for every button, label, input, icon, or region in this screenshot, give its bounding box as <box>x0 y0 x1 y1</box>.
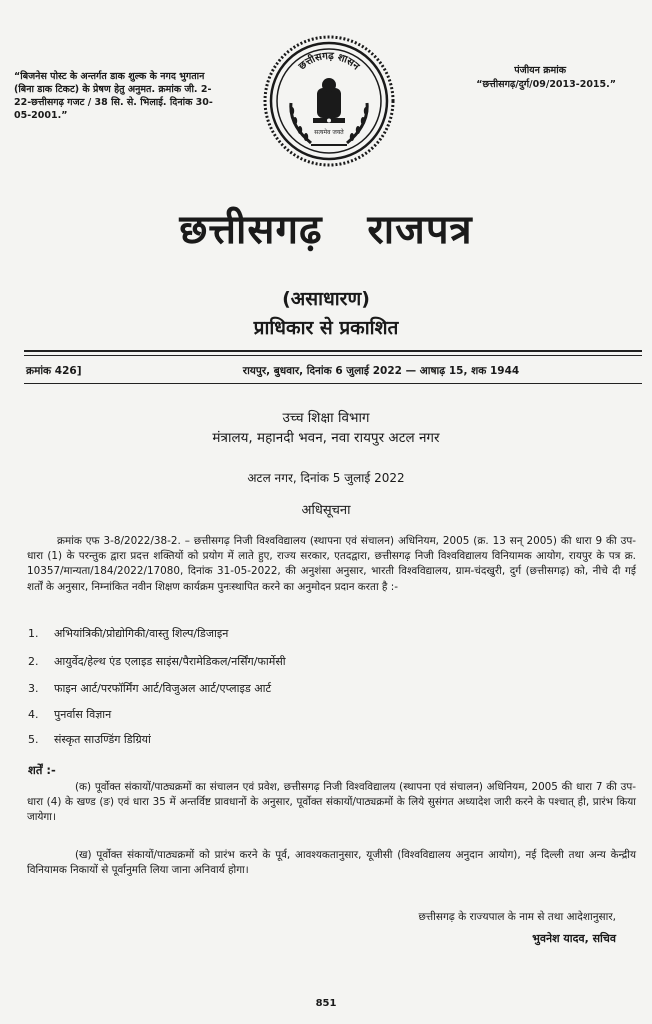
department-name: उच्च शिक्षा विभाग <box>282 410 370 426</box>
page-number: 851 <box>315 998 337 1009</box>
notification-paragraph: क्रमांक एफ 3-8/2022/38-2. – छत्तीसगढ़ निजी विश्वविद्यालय (स्थापना एवं संचालन) अधिनियम, 2005 (क्र. 13 सन् 2005) की धारा 9 की उप-धारा (1) के परन्तुक द्वारा प्रदत्त शक्तियों को प्रयोग में लाते हुए, राज्य सरकार, एतदद्वारा, छत्तीसगढ़ निजी विश्वविद्यालय विनियामक आयोग, रायपुर के पत्र क्र. 10357/मान्यता/184/2022/17080, दिनांक 31-05-2022, की अनुशंसा अनुसार, भारती विश्वविद्यालय, ग्राम-चंदखुरी, दुर्ग (छत्तीसगढ़) को, नीचे दी गई शर्तों के अनुसार, निम्नांकित नवीन शिक्षण कार्यक्रम पुनःस्थापित करने का अनुमोदन प्रदान करता है :- <box>27 535 636 593</box>
list-item <box>28 654 528 669</box>
list-item <box>28 707 528 722</box>
list-item-text: अभियांत्रिकी/प्रोद्योगिकी/वास्तु शिल्प/डिजाइन <box>54 627 229 640</box>
place-date: अटल नगर, दिनांक 5 जुलाई 2022 <box>247 471 405 485</box>
registration-label: पंजीयन क्रमांक <box>514 65 566 76</box>
condition-2: (ख) पूर्वोक्त संकायों/पाठ्यक्रमों को प्रारंभ करने के पूर्व, आवश्यकतानुसार, यूजीसी (विश्वविद्यालय अनुदान आयोग), नई दिल्ली तथा अन्य केन्द्रीय विनियामक निकायों से पूर्वानुमति लिया जाना अनिवार्य होगा। <box>27 849 636 877</box>
gazette-title: छत्तीसगढ़ राजपत्र <box>179 207 473 253</box>
divider <box>24 350 642 352</box>
state-emblem-icon <box>261 33 397 169</box>
list-item-text: आयुर्वेद/हेल्थ एंड एलाइड साइंस/पैरामेडिकल/नर्सिंग/फार्मेसी <box>54 655 286 668</box>
list-item <box>28 681 528 696</box>
list-item-text: पुनर्वास विज्ञान <box>54 708 112 721</box>
list-item-number: 4. <box>28 708 39 721</box>
list-item <box>28 732 528 747</box>
department-block <box>0 408 652 448</box>
list-item-text: संस्कृत साउण्डिंग डिग्रियां <box>54 733 151 746</box>
registration-number: “छत्तीसगढ़/दुर्ग/09/2013-2015.” <box>476 79 616 90</box>
list-item-number: 1. <box>28 627 39 640</box>
list-item-text: फाइन आर्ट/परफॉर्मिंग आर्ट/विजुअल आर्ट/एप्लाइड आर्ट <box>54 682 272 695</box>
issue-date-line: रायपुर, बुधवार, दिनांक 6 जुलाई 2022 — आषाढ़ 15, शक 1944 <box>242 365 520 377</box>
condition-1: (क) पूर्वोक्त संकायों/पाठ्यक्रमों का संचालन एवं प्रवेश, छत्तीसगढ़ निजी विश्वविद्यालय (स्थापना एवं संचालन) अधिनियम, 2005 की धारा 7 की उप-धारा (4) के खण्ड (ङ) एवं धारा 35 में अन्तर्विष्ट प्रावधानों के अनुसार, पूर्वोक्त संकायों/पाठ्यक्रमों के लिये सुसंगत अध्यादेश जारी करने के पश्चात् ही, प्रारंभ किया जायेगा। <box>27 781 636 824</box>
signature-authority-line: छत्तीसगढ़ के राज्यपाल के नाम से तथा आदेशानुसार, <box>418 911 616 923</box>
issue-number: क्रमांक 426] <box>26 365 82 377</box>
conditions-label: शर्तें :- <box>28 763 56 777</box>
notification-heading: अधिसूचना <box>301 503 351 518</box>
emblem-text: छत्तीसगढ़ शासन <box>296 50 362 73</box>
list-item-number: 5. <box>28 733 39 746</box>
divider <box>24 355 642 356</box>
list-item <box>28 626 528 641</box>
department-address: मंत्रालय, महानदी भवन, नवा रायपुर अटल नगर <box>212 430 440 446</box>
registration-block <box>436 64 616 92</box>
list-item-number: 3. <box>28 682 39 695</box>
postal-permit-note: “बिजनेस पोस्ट के अन्तर्गत डाक शुल्क के नगद भुगतान (बिना डाक टिकट) के प्रेषण हेतु अनुमत. क्रमांक जी. 2-22-छत्तीसगढ़ गजट / 38 सि. से. भिलाई. दिनांक 30-05-2001.” <box>14 71 213 121</box>
extraordinary-label: (असाधारण) <box>282 288 370 310</box>
list-item-number: 2. <box>28 655 39 668</box>
signatory-name: भुवनेश यादव, सचिव <box>532 932 616 945</box>
emblem-motto: सत्यमेव जयते <box>314 129 344 136</box>
authority-label: प्राधिकार से प्रकाशित <box>253 317 399 339</box>
divider <box>24 383 642 384</box>
